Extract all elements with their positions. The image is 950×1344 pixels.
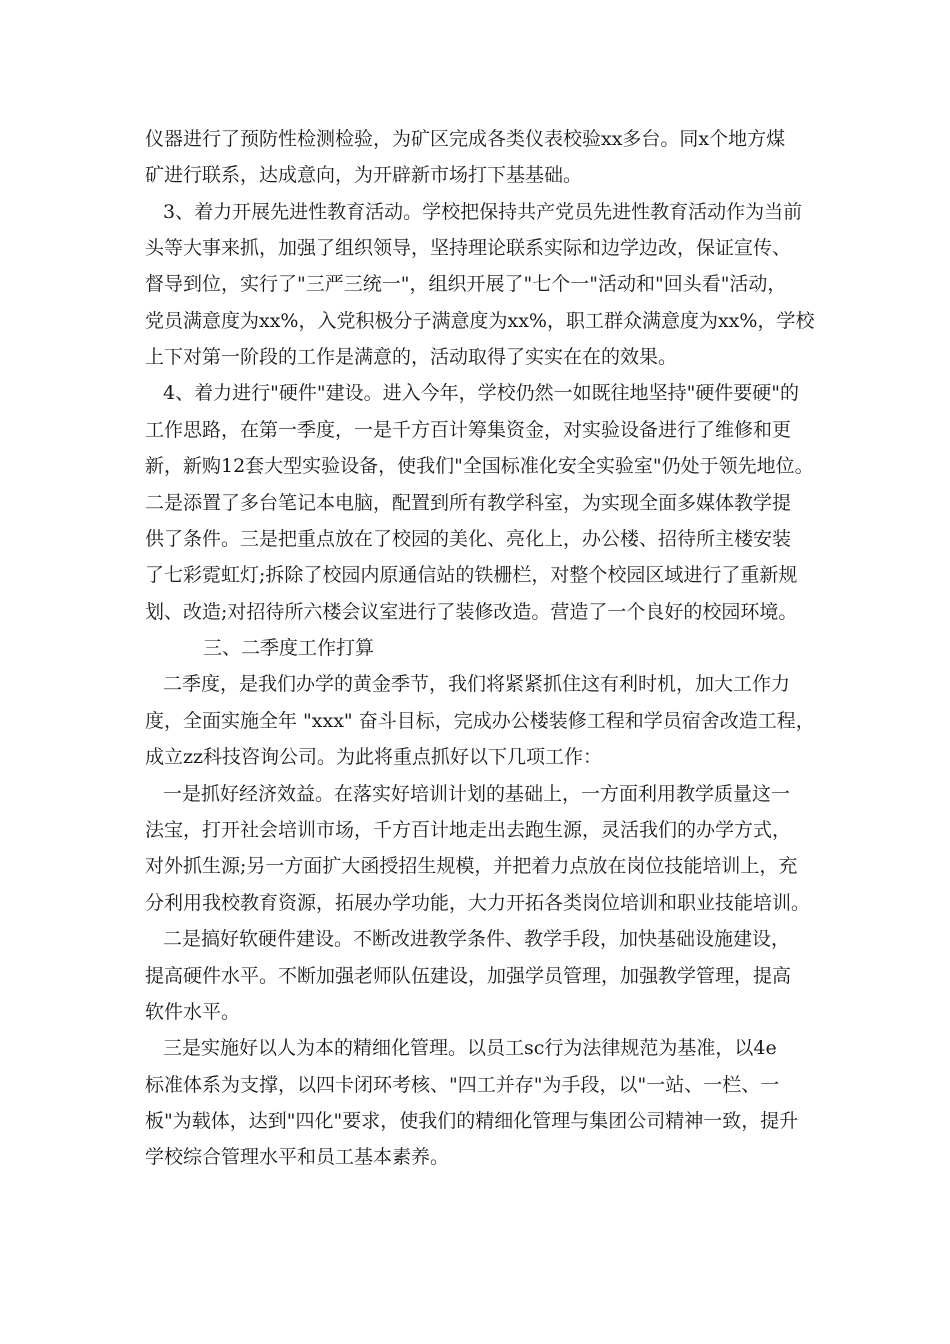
text-line-25: 软件水平。 xyxy=(145,1001,241,1023)
text-line-9: 工作思路，在第一季度，一是千方百计筹集资金，对实验设备进行了维修和更 xyxy=(145,419,792,441)
text-line-12: 供了条件。三是把重点放在了校园的美化、亮化上，办公楼、招待所主楼安装 xyxy=(145,528,792,550)
text-line-24: 提高硬件水平。不断加强老师队伍建设，加强学员管理，加强教学管理，提高 xyxy=(145,965,792,987)
text-line-26: 三是实施好以人为本的精细化管理。以员工sc行为法律规范为基准，以4e xyxy=(163,1037,777,1059)
text-line-10: 新，新购12套大型实验设备，使我们"全国标准化安全实验室"仍处于领先地位。 xyxy=(145,455,814,477)
text-line-11: 二是添置了多台笔记本电脑，配置到所有教学科室，为实现全面多媒体教学提 xyxy=(145,492,792,514)
text-line-27: 标准体系为支撑，以四卡闭环考核、"四工并存"为手段，以"一站、一栏、一 xyxy=(145,1074,780,1096)
text-line-19: 一是抓好经济效益。在落实好培训计划的基础上，一方面利用教学质量这一 xyxy=(163,783,791,805)
text-line-8: 4、着力进行"硬件"建设。进入今年，学校仍然一如既往地坚持"硬件要硬"的 xyxy=(163,382,800,404)
text-line-13: 了七彩霓虹灯;拆除了校园内原通信站的铁栅栏，对整个校园区域进行了重新规 xyxy=(145,564,798,586)
text-line-23: 二是搞好软硬件建设。不断改进教学条件、教学手段，加快基础设施建设， xyxy=(163,928,791,950)
text-line-6: 党员满意度为xx%，入党积极分子满意度为xx%，职工群众满意度为xx%，学校 xyxy=(145,310,815,332)
text-line-7: 上下对第一阶段的工作是满意的，活动取得了实实在在的效果。 xyxy=(145,346,678,368)
text-line-21: 对外抓生源;另一方面扩大函授招生规模，并把着力点放在岗位技能培训上，充 xyxy=(145,855,798,877)
text-line-14: 划、改造;对招待所六楼会议室进行了装修改造。营造了一个良好的校园环境。 xyxy=(145,601,798,623)
text-line-5: 督导到位，实行了"三严三统一"，组织开展了"七个一"活动和"回头看"活动， xyxy=(145,273,787,295)
text-line-3: 3、着力开展先进性教育活动。学校把保持共产党员先进性教育活动作为当前 xyxy=(163,201,803,223)
text-line-4: 头等大事来抓，加强了组织领导，坚持理论联系实际和边学边改，保证宣传、 xyxy=(145,237,792,259)
text-line-29: 学校综合管理水平和员工基本素养。 xyxy=(145,1146,450,1168)
text-line-1: 仪器进行了预防性检测检验，为矿区完成各类仪表校验xx多台。同x个地方煤 xyxy=(145,128,786,150)
text-line-18: 成立zz科技咨询公司。为此将重点抓好以下几项工作： xyxy=(145,746,603,768)
text-line-17: 度，全面实施全年 "xxx" 奋斗目标，完成办公楼装修工程和学员宿舍改造工程， xyxy=(145,710,815,732)
text-line-22: 分利用我校教育资源，拓展办学功能，大力开拓各类岗位培训和职业技能培训。 xyxy=(145,892,811,914)
text-line-20: 法宝，打开社会培训市场，千方百计地走出去跑生源，灵活我们的办学方式， xyxy=(145,819,792,841)
section-heading: 三、二季度工作打算 xyxy=(203,637,375,659)
text-line-28: 板"为载体，达到"四化"要求，使我们的精细化管理与集团公司精神一致，提升 xyxy=(145,1110,799,1132)
text-line-2: 矿进行联系，达成意向，为开辟新市场打下基基础。 xyxy=(145,164,583,186)
text-line-16: 二季度，是我们办学的黄金季节，我们将紧紧抓住这有利时机，加大工作力 xyxy=(163,673,791,695)
